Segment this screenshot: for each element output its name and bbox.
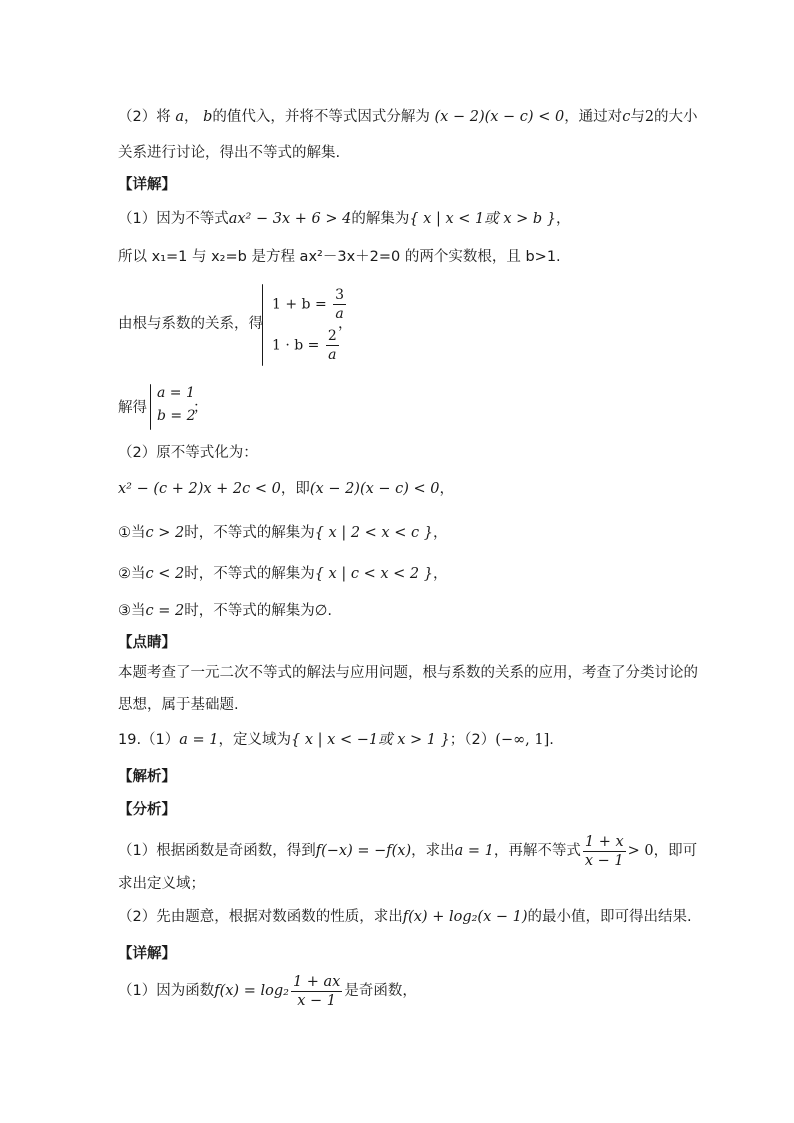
text-line: （1）因为函数f(x) = log₂ $\frac{1 + ax}{x - 1}$ 是奇函数， (118, 973, 417, 1009)
section-heading-detail: 【详解】 (118, 946, 176, 962)
system-row: 1 + b = $\frac{3}{a}$ (272, 287, 345, 322)
text-line: 解得 (118, 400, 147, 416)
solution-set: { x | x < 1或 x > b } (409, 211, 556, 227)
section-heading-analysis: 【解析】 (118, 769, 176, 785)
text-line: x² − (c + 2)x + 2c < 0，即(x − 2)(x − c) < 0， (118, 481, 455, 497)
text-line: 思想，属于基础题. (118, 697, 239, 713)
text-line: ； (193, 400, 208, 416)
system-row: 1 · b = $\frac{2}{a}$ (272, 328, 337, 363)
case-line: ②当c < 2时，不等式的解集为{ x | c < x < 2 }， (118, 566, 448, 582)
math-factored: (x − 2)(x − c) < 0 (434, 109, 565, 125)
text-line: （1）根据函数是奇函数，得到f(−x) = −f(x)，求出a = 1，再解不等式 $\frac{1 + x}{x - 1}$ > 0，即可 (118, 833, 698, 869)
section-heading-detail: 【详解】 (118, 177, 176, 193)
system-row: a = 1 (157, 385, 195, 401)
section-heading-fenxi: 【分析】 (118, 802, 176, 818)
text-line: 求出定义域； (118, 876, 205, 892)
text-line: ， (338, 316, 353, 332)
question-19-answer: 19.（1）a = 1，定义域为{ x | x < −1或 x > 1 }；（2）(−∞, 1]. (118, 732, 554, 748)
text-line: 本题考查了一元二次不等式的解法与应用问题，根与系数的关系的应用，考查了分类讨论的 (118, 665, 698, 681)
text-line: 所以 x₁=1 与 x₂=b 是方程 ax²－3x＋2=0 的两个实数根，且 b>1. (118, 249, 561, 265)
text-line: 关系进行讨论，得出不等式的解集. (118, 145, 341, 161)
section-heading-points: 【点睛】 (118, 635, 176, 651)
case-line: ①当c > 2时，不等式的解集为{ x | 2 < x < c }， (118, 525, 448, 541)
text-line: 由根与系数的关系，得 (118, 316, 263, 332)
left-brace (262, 284, 263, 366)
text-line: （2）先由题意，根据对数函数的性质，求出f(x) + log₂(x − 1)的最小值，即可得出结果. (118, 909, 692, 925)
system-row: b = 2 (157, 408, 196, 424)
text-line: （2）将 a， b的值代入，并将不等式因式分解为 (x − 2)(x − c) < 0，通过对c与2的大小 (118, 109, 698, 125)
left-brace (150, 384, 151, 430)
text-line: （1）因为不等式ax² − 3x + 6 > 4的解集为{ x | x < 1或 x > b }， (118, 211, 571, 227)
text-line: （2）原不等式化为： (118, 445, 258, 461)
case-line: ③当c = 2时，不等式的解集为∅. (118, 603, 332, 619)
